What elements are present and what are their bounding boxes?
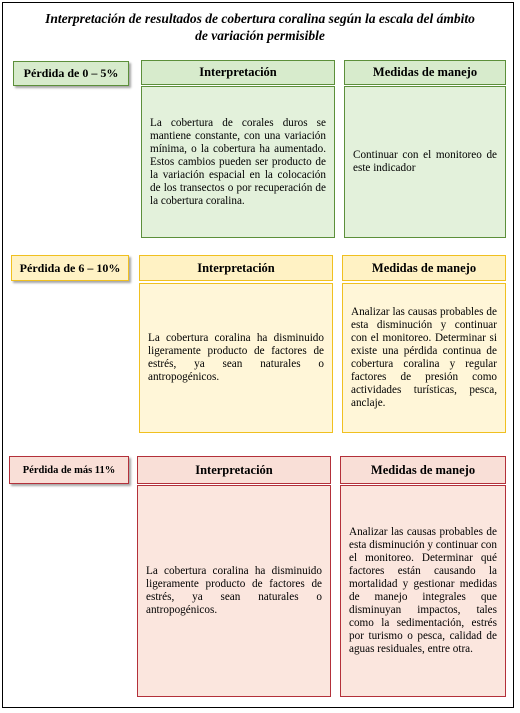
level-2-interpretation-text: La cobertura coralina ha disminuido ligeramente producto de factores de estrés, ya sean naturales o antropogénicos. bbox=[148, 332, 324, 383]
diagram-title-line-2: de variación permisible bbox=[195, 28, 325, 43]
level-1-management-text: Continuar con el monitoreo de este indicador bbox=[353, 149, 497, 174]
level-3-management-box bbox=[340, 485, 506, 697]
level-3-management-text: Analizar las causas probables de esta disminución y continuar con el monitoreo. Determinar qué factores están causando la mortalidad y gestionar medidas de manejo integrales que disminuyan impactos, tales como la sedimentación, estrés por turismo o pesca, calidad de aguas residuales, entre otra. bbox=[349, 526, 497, 655]
level-3-label: Pérdida de más 11% bbox=[9, 456, 129, 484]
level-3-interpretation-text: La cobertura coralina ha disminuido ligeramente producto de factores de estrés, ya sean naturales o antropogénicos. bbox=[146, 565, 322, 616]
level-1-management-header: Medidas de manejo bbox=[344, 60, 506, 85]
level-2-management-text: Analizar las causas probables de esta disminución y continuar con el monitoreo. Determinar si existe una pérdida continua de cobertura coralina y regular factores de presión como actividades turísticas, pesca, anclaje. bbox=[351, 306, 497, 409]
diagram-title-line-1: Interpretación de resultados de cobertura coralina según la escala del ámbito bbox=[45, 11, 475, 26]
level-1-interpretation-box bbox=[141, 86, 335, 238]
level-2-interpretation-box bbox=[139, 283, 333, 433]
level-3-interpretation-box bbox=[137, 485, 331, 697]
level-2-interpretation-header: Interpretación bbox=[139, 255, 333, 281]
level-2-management-box bbox=[342, 283, 506, 433]
level-1-interpretation-text: La cobertura de corales duros se mantiene constante, con una variación mínima, o la cobertura ha aumentado. Estos cambios pueden ser producto de la variación espacial en la colocación de los transectos o por recuperación de la cobertura coralina. bbox=[150, 116, 326, 207]
level-2-management-header: Medidas de manejo bbox=[342, 255, 506, 281]
level-2-label: Pérdida de 6 – 10% bbox=[11, 255, 129, 281]
level-3-interpretation-header: Interpretación bbox=[137, 456, 331, 484]
level-1-interpretation-header: Interpretación bbox=[141, 60, 335, 85]
level-1-management-box bbox=[344, 86, 506, 238]
level-1-label: Pérdida de 0 – 5% bbox=[13, 61, 129, 86]
level-3-management-header: Medidas de manejo bbox=[340, 456, 506, 484]
